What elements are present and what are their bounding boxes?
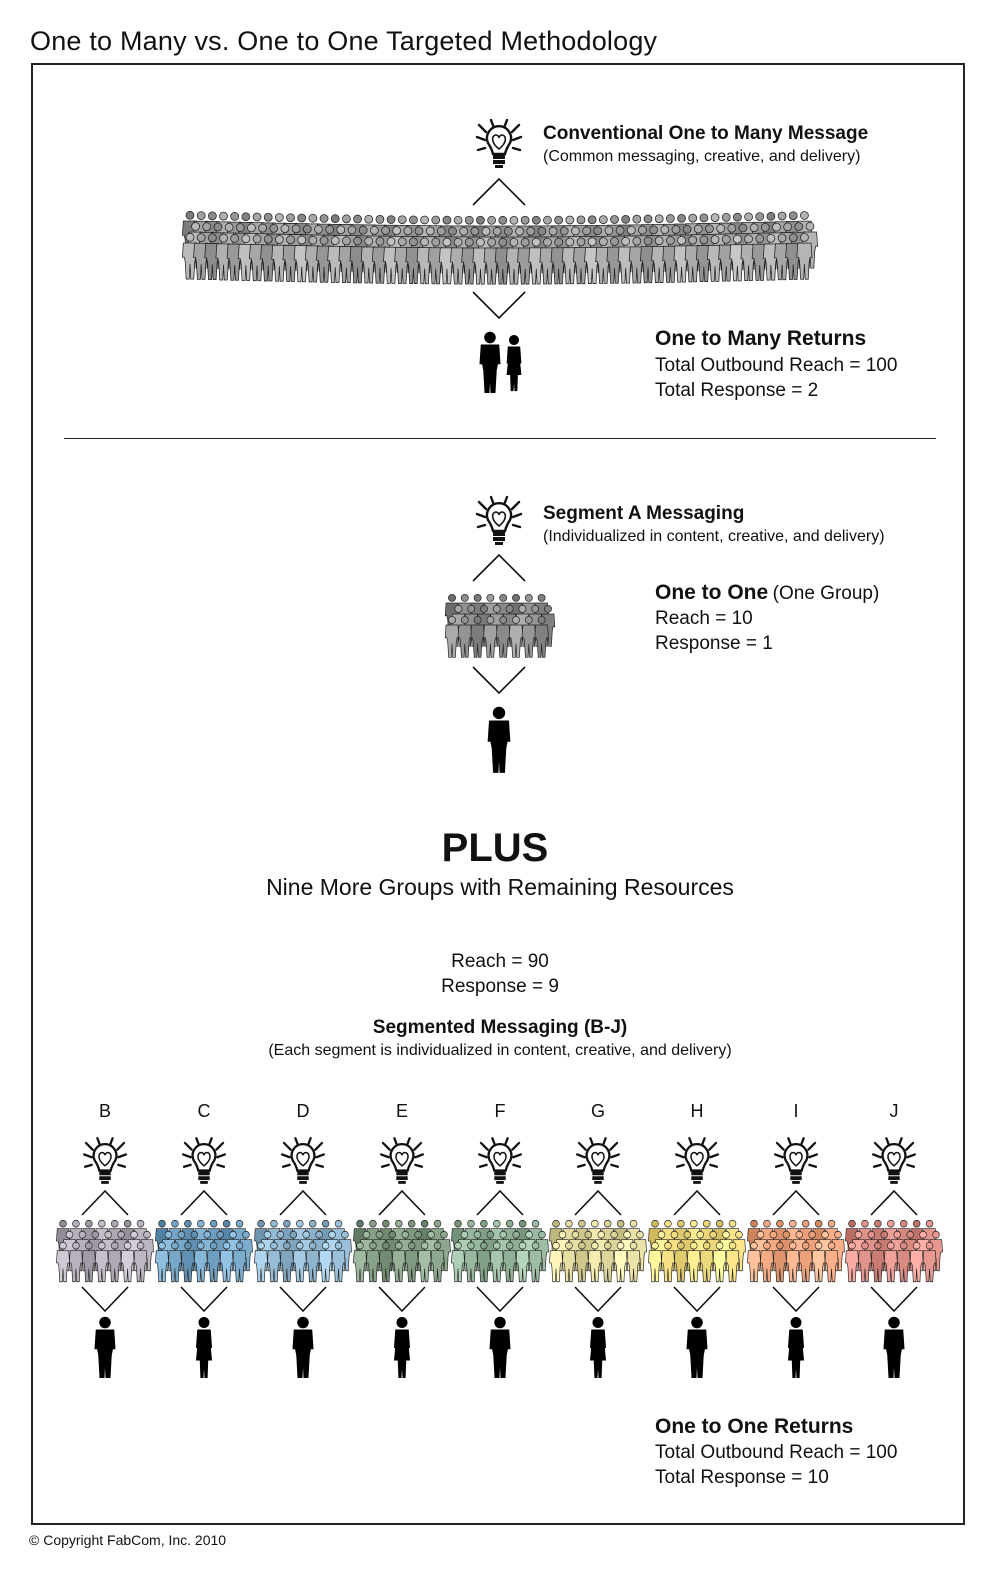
respondent-man-icon: [480, 332, 500, 392]
one-to-one-reach: Total Outbound Reach = 100: [655, 1442, 898, 1463]
lightbulb-icon: [84, 1138, 126, 1184]
segment-a-group-title: One to One: [655, 581, 769, 604]
crowd-icon-segment-g: [549, 1220, 646, 1282]
crowd-icon-segment-e: [353, 1220, 450, 1282]
segment-a-reach: Reach = 10: [655, 608, 753, 629]
one-to-many-reach: Total Outbound Reach = 100: [655, 355, 898, 376]
caret-down-icon: [379, 1287, 425, 1311]
caret-down-icon: [82, 1287, 128, 1311]
respondent-man-icon: [293, 1317, 313, 1377]
lightbulb-icon: [477, 497, 521, 545]
caret-up-icon: [82, 1191, 128, 1215]
plus-subtitle: Nine More Groups with Remaining Resources: [266, 874, 734, 900]
lightbulb-icon: [676, 1138, 718, 1184]
caret-up-icon: [477, 1191, 523, 1215]
crowd-icon-segment-a: [445, 594, 555, 657]
plus-title: PLUS: [441, 826, 549, 870]
one-to-many-message-title: Conventional One to Many Message: [543, 123, 869, 144]
one-to-many-response: Total Response = 2: [655, 380, 819, 401]
segmented-messaging-subtitle: (Each segment is individualized in content, creative, and delivery): [268, 1042, 732, 1059]
lightbulb-icon: [381, 1138, 423, 1184]
respondent-woman-icon: [591, 1318, 606, 1378]
segment-a-response: Response = 1: [655, 633, 773, 654]
respondent-man-icon: [490, 1317, 510, 1377]
lightbulb-icon: [577, 1138, 619, 1184]
page-title: One to Many vs. One to One Targeted Methodology: [30, 26, 658, 56]
crowd-icon-segment-h: [648, 1220, 745, 1282]
segment-a-message-subtitle: (Individualized in content, creative, and delivery): [543, 528, 885, 545]
respondent-man-icon: [687, 1317, 707, 1377]
segment-letter-d: D: [296, 1101, 310, 1121]
caret-down-icon: [773, 1287, 819, 1311]
caret-up-icon: [280, 1191, 326, 1215]
caret-down-icon: [575, 1287, 621, 1311]
respondent-man-icon: [95, 1317, 115, 1377]
one-to-many-returns-title: One to Many Returns: [655, 327, 867, 350]
respondent-man-icon: [488, 707, 510, 772]
caret-down-icon: [674, 1287, 720, 1311]
segment-letter-i: I: [793, 1101, 799, 1121]
crowd-icon-one-to-many: [182, 211, 817, 284]
caret-up-icon: [181, 1191, 227, 1215]
respondent-woman-icon: [507, 336, 521, 391]
respondent-woman-icon: [789, 1318, 804, 1378]
caret-up-icon: [473, 179, 525, 205]
caret-up-icon: [674, 1191, 720, 1215]
caret-down-icon: [473, 667, 525, 693]
plus-response: Response = 9: [441, 976, 559, 997]
lightbulb-icon: [282, 1138, 324, 1184]
respondent-woman-icon: [197, 1318, 212, 1378]
segment-letter-g: G: [590, 1101, 606, 1121]
crowd-icon-segment-f: [451, 1220, 548, 1282]
respondent-man-icon: [884, 1317, 904, 1377]
lightbulb-icon: [873, 1138, 915, 1184]
lightbulb-icon: [477, 120, 521, 168]
lightbulb-icon: [775, 1138, 817, 1184]
caret-up-icon: [575, 1191, 621, 1215]
caret-up-icon: [773, 1191, 819, 1215]
segment-a-group-heading: [655, 581, 879, 605]
crowd-icon-segment-i: [747, 1220, 844, 1282]
segment-letter-e: E: [395, 1101, 409, 1121]
section-divider: [64, 438, 936, 439]
crowd-icon-segment-j: [845, 1220, 942, 1282]
segment-letter-j: J: [889, 1101, 899, 1121]
segment-letter-h: H: [690, 1101, 704, 1121]
caret-up-icon: [871, 1191, 917, 1215]
one-to-one-response: Total Response = 10: [655, 1467, 829, 1488]
lightbulb-icon: [183, 1138, 225, 1184]
lightbulb-icon: [479, 1138, 521, 1184]
one-to-one-returns-title: One to One Returns: [655, 1415, 854, 1438]
segment-a-group-note: (One Group): [772, 583, 880, 604]
caret-down-icon: [477, 1287, 523, 1311]
crowd-icon-segment-d: [254, 1220, 351, 1282]
plus-reach: Reach = 90: [451, 951, 549, 972]
segment-a-message-title: Segment A Messaging: [543, 503, 745, 524]
segment-letter-b: B: [98, 1101, 112, 1121]
segment-letter-c: C: [197, 1101, 211, 1121]
one-to-many-message-subtitle: (Common messaging, creative, and delivery): [543, 148, 861, 165]
segment-letter-f: F: [494, 1101, 506, 1121]
copyright-notice: © Copyright FabCom, Inc. 2010: [29, 1532, 227, 1548]
caret-up-icon: [379, 1191, 425, 1215]
crowd-icon-segment-c: [155, 1220, 252, 1282]
respondent-woman-icon: [395, 1318, 410, 1378]
crowd-icon-segment-b: [56, 1220, 153, 1282]
caret-down-icon: [280, 1287, 326, 1311]
caret-up-icon: [473, 555, 525, 581]
caret-down-icon: [473, 292, 525, 318]
caret-down-icon: [181, 1287, 227, 1311]
caret-down-icon: [871, 1287, 917, 1311]
segmented-messaging-title: Segmented Messaging (B-J): [372, 1017, 628, 1038]
